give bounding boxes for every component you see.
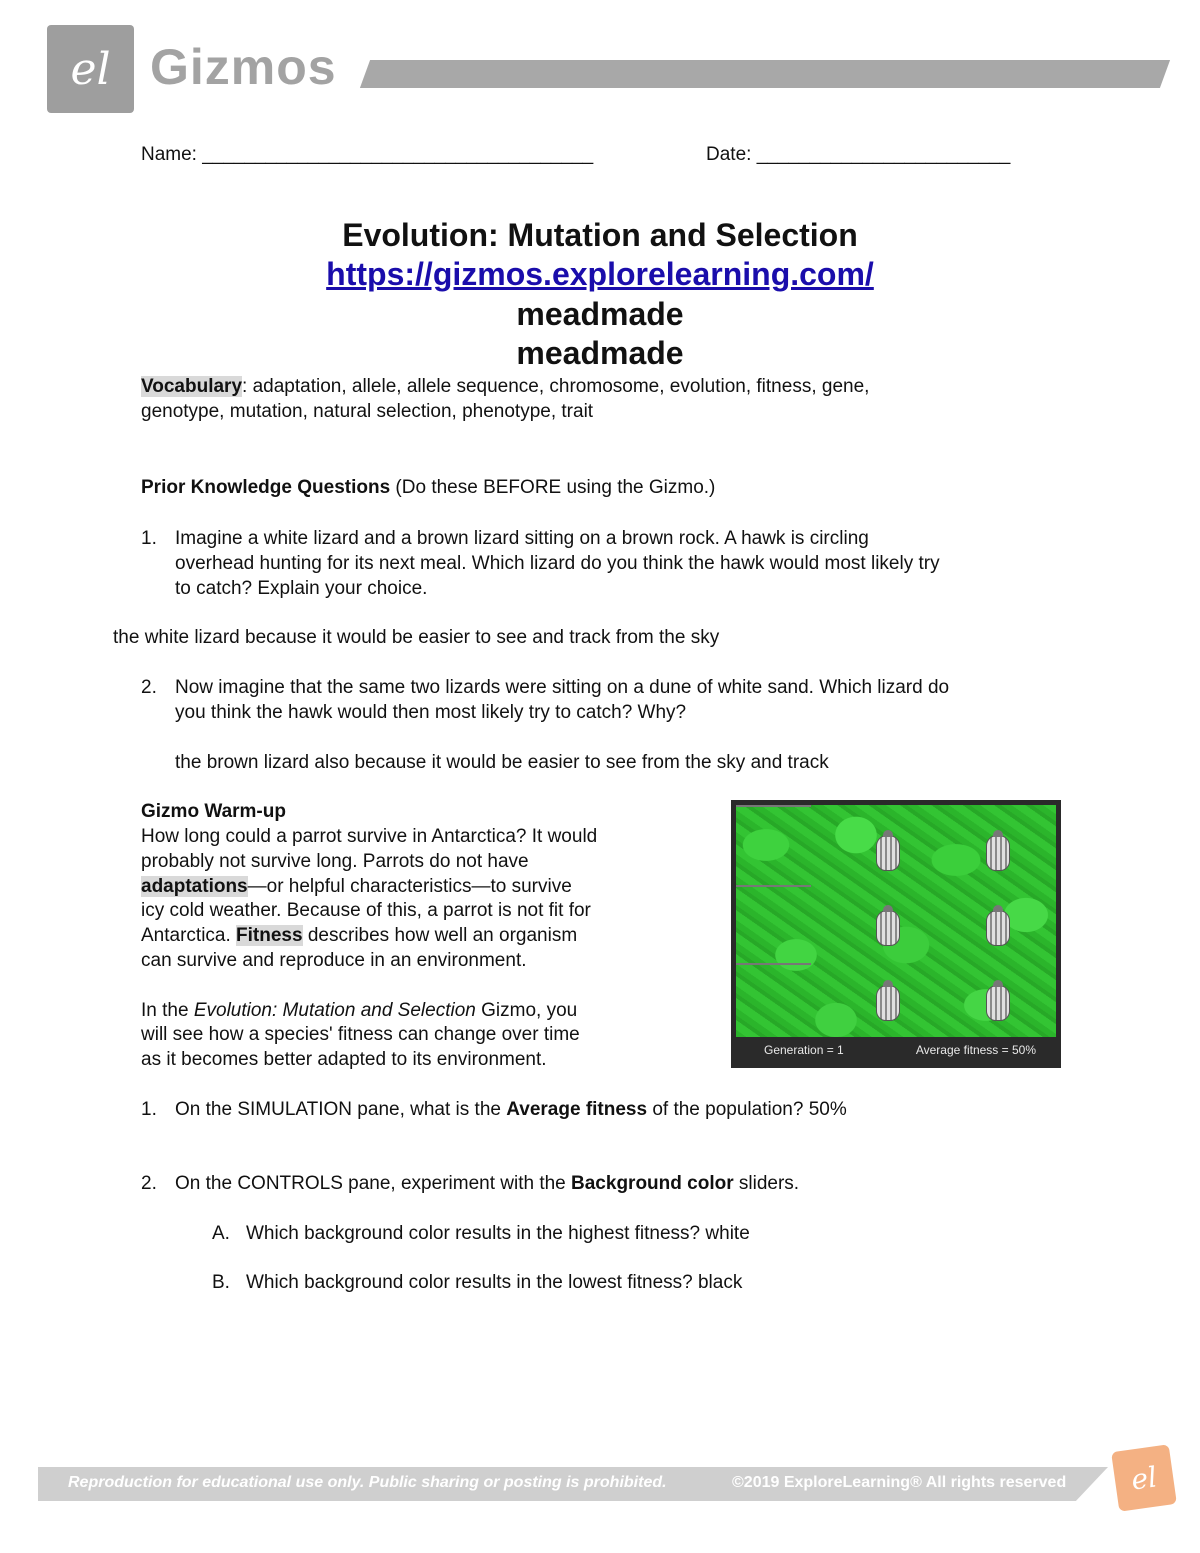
warmup-line-6: can survive and reproduce in an environment. [141,950,527,971]
answer-1[interactable]: the white lizard because it would be easier to see and track from the sky [113,627,720,648]
page-title: Evolution: Mutation and Selection [342,217,858,253]
prior-heading-rest: (Do these BEFORE using the Gizmo.) [390,477,716,498]
prior-q1 [141,526,869,551]
warmup-text: Antarctica. [141,925,237,946]
warmup-line-8: will see how a species' fitness can change over time [141,1024,580,1045]
simulation-screenshot [731,800,1061,1068]
prior-q1-line-2: overhead hunting for its next meal. Which lizard do you think the hawk would most likely try [175,553,940,574]
brand-title: Gizmos [150,39,337,95]
vocabulary-line-2: genotype, mutation, natural selection, phenotype, trait [141,401,594,422]
q-bold: Average fitness [506,1099,648,1120]
bug-icon [986,910,1010,946]
q-letter: A. [212,1223,230,1244]
warmup-line-9: as it becomes better adapted to its environment. [141,1049,547,1070]
footer-notice: Reproduction for educational use only. Public sharing or posting is prohibited. [68,1474,667,1491]
prior-q1-line-3: to catch? Explain your choice. [175,578,428,599]
leaf-background [736,805,1056,1037]
gizmos-link[interactable]: https://gizmos.explorelearning.com/ [326,256,874,292]
warmup-q2 [141,1171,799,1196]
title-line-4: meadmade [516,335,684,371]
q-number: 1. [141,1099,157,1120]
q-letter: B. [212,1272,230,1293]
bug-icon [876,835,900,871]
name-blank: _____________________________________ [202,144,594,165]
q-text: On the CONTROLS pane, experiment with the [175,1173,572,1194]
slider-tick [736,805,811,807]
warmup-q2a [212,1221,750,1246]
header-bar [360,60,1170,88]
warmup-q2b [212,1270,742,1295]
bug-icon [876,985,900,1021]
warmup-line-2: probably not survive long. Parrots do not have [141,851,529,872]
name-label: Name: [141,144,197,165]
prior-knowledge-heading [141,475,715,500]
warmup-text: —or helpful characteristics—to survive [247,876,572,897]
q-number: 2. [141,677,157,698]
prior-heading-bold: Prior Knowledge Questions [141,477,391,498]
footer-logo-mark: el [1129,1459,1159,1497]
warmup-line-3 [141,874,572,899]
q-text: Now imagine that the same two lizards were sitting on a dune of white sand. Which lizard do [175,677,950,698]
q-number: 2. [141,1173,157,1194]
title-line-3: meadmade [516,296,684,332]
q-text: of the population? 50% [647,1099,847,1120]
footer-copyright: ©2019 ExploreLearning® All rights reserved [732,1474,1067,1491]
date-blank: ________________________ [756,144,1011,165]
warmup-line-5 [141,923,577,948]
q-text: Which background color results in the highest fitness? white [246,1223,750,1244]
q-text: Imagine a white lizard and a brown lizard sitting on a brown rock. A hawk is circling [175,528,869,549]
warmup-line-4: icy cold weather. Because of this, a parrot is not fit for [141,900,591,921]
date-label: Date: [706,144,752,165]
slider-tick [736,885,811,887]
q-text: sliders. [733,1173,800,1194]
warmup-text: Gizmo, you [475,1000,578,1021]
prior-q2 [141,675,949,700]
fitness-term: Fitness [236,925,303,946]
vocabulary-line-1 [141,374,869,399]
bug-icon [986,985,1010,1021]
q-text: Which background color results in the lowest fitness? black [246,1272,743,1293]
warmup-heading: Gizmo Warm-up [141,801,286,822]
simulation-status-bar [736,1037,1056,1063]
prior-q2-line-2: you think the hawk would then most likely try to catch? Why? [175,702,687,723]
answer-2[interactable]: the brown lizard also because it would be easier to see from the sky and track [175,752,829,773]
vocabulary-text: : adaptation, allele, allele sequence, chromosome, evolution, fitness, gene, [242,376,870,397]
bug-icon [876,910,900,946]
q-bold: Background color [571,1173,734,1194]
date-field [706,142,1010,167]
warmup-text: In the [141,1000,194,1021]
gizmo-name: Evolution: Mutation and Selection [193,1000,476,1021]
title-url-line [0,256,1200,293]
vocabulary-label: Vocabulary [141,376,243,397]
slider-tick [736,963,811,965]
warmup-line-1: How long could a parrot survive in Antarctica? It would [141,826,598,847]
bug-icon [986,835,1010,871]
name-field [141,142,593,167]
explorelearning-logo-icon [1111,1444,1177,1511]
warmup-text: describes how well an organism [302,925,578,946]
adaptations-term: adaptations [141,876,248,897]
warmup-q1 [141,1097,847,1122]
logo-mark: el [70,43,111,95]
gizmos-logo-icon [47,25,134,113]
average-fitness-readout: Average fitness = 50% [915,1043,1036,1057]
warmup-line-7 [141,998,577,1023]
generation-readout: Generation = 1 [764,1043,844,1057]
q-text: On the SIMULATION pane, what is the [175,1099,507,1120]
q-number: 1. [141,528,157,549]
